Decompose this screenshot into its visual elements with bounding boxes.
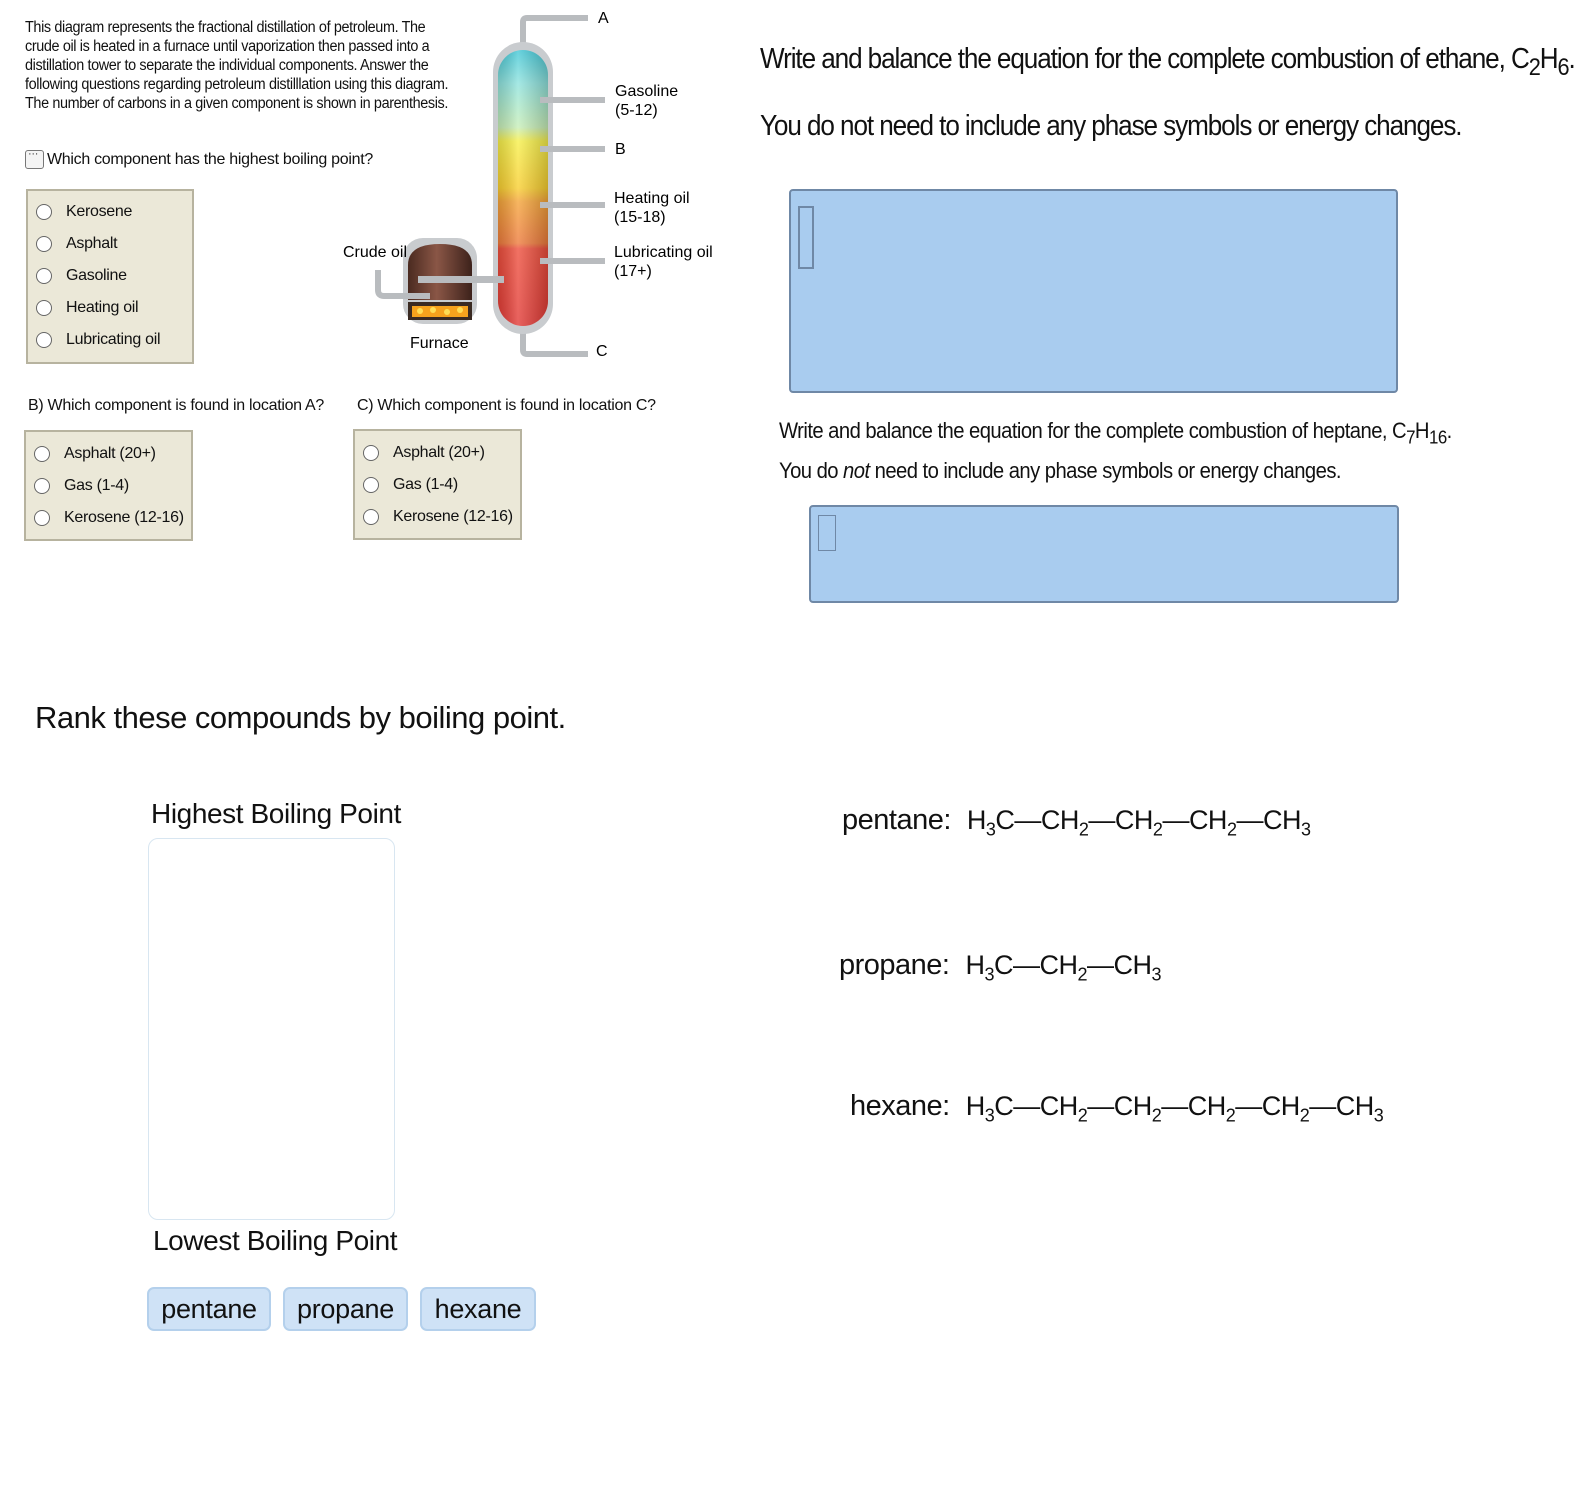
option-label: Kerosene (12-16) — [64, 509, 184, 526]
comment-icon[interactable] — [25, 150, 44, 169]
compound-name: pentane: — [842, 804, 951, 836]
option-label: Lubricating oil — [66, 331, 161, 348]
option-label: Asphalt (20+) — [64, 445, 156, 462]
structural-formula: $H_3C—CH_2—CH_2—CH_2—CH_3$ — [966, 805, 1311, 840]
label-heating-oil: Heating oil — [614, 190, 690, 207]
radio-button[interactable] — [34, 510, 50, 526]
chip-pentane[interactable]: pentane — [147, 1287, 271, 1331]
option-asphalt-a[interactable] — [26, 438, 191, 470]
label-a: A — [598, 10, 609, 27]
label-crude-oil: Crude oil — [343, 244, 408, 261]
label-gasoline-carbons: (5-12) — [615, 102, 658, 119]
ethane-question — [760, 30, 1575, 155]
chip-hexane[interactable]: hexane — [420, 1287, 536, 1331]
option-lubricating-oil[interactable] — [28, 324, 192, 356]
radio-button[interactable] — [36, 236, 52, 252]
structural-formula: $H_3C—CH_2—CH_3$ — [965, 950, 1162, 985]
chip-propane[interactable]: propane — [283, 1287, 408, 1331]
tower-shading — [498, 50, 548, 326]
label-b: B — [615, 141, 626, 158]
radio-button[interactable] — [36, 300, 52, 316]
option-gas-a[interactable] — [26, 470, 191, 502]
radio-button[interactable] — [34, 446, 50, 462]
text-cursor — [818, 515, 836, 551]
compound-name: propane: — [839, 949, 950, 981]
radio-button[interactable] — [34, 478, 50, 494]
option-gas-c[interactable] — [355, 469, 520, 501]
highest-boiling-label: Highest Boiling Point — [151, 798, 401, 829]
option-heating-oil[interactable] — [28, 292, 192, 324]
structural-formula: $H_3C—CH_2—CH_2—CH_2—CH_2—CH_3$ — [965, 1091, 1384, 1126]
options-location-a — [24, 430, 193, 541]
label-heating-oil-carbons: (15-18) — [614, 209, 666, 226]
options-location-c — [353, 429, 522, 540]
question-location-c: C) Which component is found in location C? — [357, 397, 656, 414]
intro-text: This diagram represents the fractional distillation of petroleum. The crude oil is heated in a furnace until vaporization then passed into a distillation tower to separate the individual components. Answer the following questions regarding petroleum distilllation using this diagram. The number of carbons in a given component is shown in parenthesis. — [25, 19, 449, 112]
option-gasoline[interactable] — [28, 260, 192, 292]
radio-button[interactable] — [36, 332, 52, 348]
option-label: Heating oil — [66, 299, 139, 316]
propane-formula — [839, 949, 1161, 985]
distillation-diagram — [330, 0, 730, 380]
radio-button[interactable] — [36, 204, 52, 220]
radio-button[interactable] — [363, 445, 379, 461]
question-highest-boiling-text: Which component has the highest boiling point? — [47, 150, 373, 168]
text-cursor — [798, 206, 814, 269]
hexane-formula — [850, 1090, 1383, 1126]
heating-oil-pipe — [540, 202, 605, 208]
label-lubricating-oil-carbons: (17+) — [614, 263, 652, 280]
lubricating-oil-pipe — [540, 258, 605, 264]
ethane-answer-input[interactable] — [789, 189, 1398, 393]
ethane-question-line2: You do not need to include any phase symbols or energy changes. — [760, 109, 1462, 142]
radio-button[interactable] — [363, 477, 379, 493]
radio-button[interactable] — [36, 268, 52, 284]
options-highest-boiling — [26, 189, 194, 364]
b-pipe — [540, 146, 605, 152]
ethane-question-line1: Write and balance the equation for the complete combustion of ethane, $C_2H_6$. — [760, 43, 1575, 81]
option-label: Kerosene — [66, 203, 133, 220]
radio-button[interactable] — [363, 509, 379, 525]
heptane-question — [779, 414, 1452, 488]
option-asphalt-c[interactable] — [355, 437, 520, 469]
label-c: C — [596, 343, 608, 360]
option-label: Gas (1-4) — [393, 476, 458, 493]
option-kerosene-c[interactable] — [355, 501, 520, 533]
furnace-to-tower-pipe — [418, 276, 504, 283]
option-label: Kerosene (12-16) — [393, 508, 513, 525]
heptane-question-line2: You do not need to include any phase symbols or energy changes. — [779, 458, 1341, 484]
option-label: Asphalt — [66, 235, 118, 252]
heptane-answer-input[interactable] — [809, 505, 1399, 603]
heptane-question-line1: Write and balance the equation for the complete combustion of heptane, $C_7H_{16}$. — [779, 418, 1452, 448]
option-label: Gasoline — [66, 267, 127, 284]
label-gasoline: Gasoline — [615, 83, 679, 100]
lowest-boiling-label: Lowest Boiling Point — [153, 1225, 398, 1256]
ranking-drop-zone[interactable] — [148, 838, 395, 1220]
option-kerosene-a[interactable] — [26, 502, 191, 534]
furnace-body — [408, 244, 472, 300]
option-label: Asphalt (20+) — [393, 444, 485, 461]
question-highest-boiling — [25, 150, 373, 169]
pentane-formula — [842, 804, 1310, 840]
compound-name: hexane: — [850, 1090, 950, 1122]
gasoline-pipe — [540, 97, 605, 103]
label-furnace: Furnace — [410, 335, 469, 352]
option-kerosene[interactable] — [28, 196, 192, 228]
option-label: Gas (1-4) — [64, 477, 129, 494]
ranking-title: Rank these compounds by boiling point. — [35, 700, 566, 735]
top-pipe — [523, 18, 588, 45]
label-lubricating-oil: Lubricating oil — [614, 244, 713, 261]
option-asphalt[interactable] — [28, 228, 192, 260]
question-location-a: B) Which component is found in location A? — [28, 397, 325, 414]
